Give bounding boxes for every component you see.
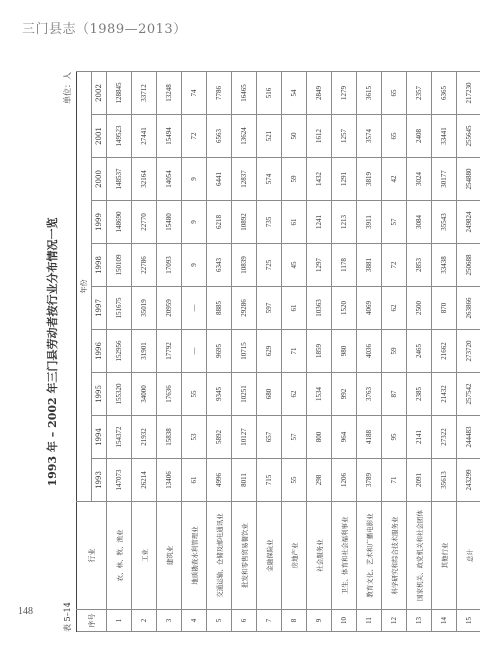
cell-value: 22770 bbox=[132, 201, 157, 244]
cell-value: 1859 bbox=[307, 330, 332, 373]
table-row bbox=[232, 72, 257, 632]
table-title: 1993 年 – 2002 年三门县劳动者按行业分布情况一览 bbox=[46, 217, 59, 487]
cell-value: 249824 bbox=[457, 201, 480, 244]
cell-value: 35613 bbox=[432, 459, 457, 502]
header-row bbox=[77, 72, 92, 632]
cell-value: 35543 bbox=[432, 201, 457, 244]
cell-value: 964 bbox=[332, 416, 357, 459]
cell-value: 13406 bbox=[157, 459, 182, 502]
cell-value: 15494 bbox=[157, 115, 182, 158]
cell-value: 2408 bbox=[407, 115, 432, 158]
cell-value: 3789 bbox=[357, 459, 382, 502]
cell-value: 21932 bbox=[132, 416, 157, 459]
cell-value: 45 bbox=[282, 244, 307, 287]
cell-value: — bbox=[182, 287, 207, 330]
cell-value: 13248 bbox=[157, 72, 182, 115]
cell-value: 13624 bbox=[232, 115, 257, 158]
table-row bbox=[332, 72, 357, 632]
table-row bbox=[457, 72, 480, 632]
cell-value: 243299 bbox=[457, 459, 480, 502]
row-index: 2 bbox=[132, 610, 157, 632]
cell-value: 574 bbox=[257, 158, 282, 201]
row-index: 7 bbox=[257, 610, 282, 632]
year-header-2000: 2000 bbox=[92, 158, 107, 201]
row-index: 6 bbox=[232, 610, 257, 632]
row-sector: 工业 bbox=[132, 502, 157, 610]
table-row bbox=[207, 72, 232, 632]
cell-value: 516 bbox=[257, 72, 282, 115]
cell-value: 2141 bbox=[407, 416, 432, 459]
cell-value: 16465 bbox=[232, 72, 257, 115]
row-index: 1 bbox=[107, 610, 132, 632]
cell-value: 1178 bbox=[332, 244, 357, 287]
cell-value: 3084 bbox=[407, 201, 432, 244]
cell-value: 4036 bbox=[357, 330, 382, 373]
cell-value: 65 bbox=[382, 115, 407, 158]
cell-value: 17792 bbox=[157, 330, 182, 373]
cell-value: 55 bbox=[282, 459, 307, 502]
cell-value: 4188 bbox=[357, 416, 382, 459]
row-sector: 金融保险业 bbox=[257, 502, 282, 610]
column-header-index: 序号 bbox=[77, 610, 107, 632]
cell-value: 33712 bbox=[132, 72, 157, 115]
cell-value: 725 bbox=[257, 244, 282, 287]
cell-value: 298 bbox=[307, 459, 332, 502]
row-index: 13 bbox=[407, 610, 432, 632]
book-title: 三门县志（1989—2013） bbox=[22, 22, 187, 37]
cell-value: 57 bbox=[282, 416, 307, 459]
table-row bbox=[157, 72, 182, 632]
cell-value: 1213 bbox=[332, 201, 357, 244]
cell-value: 597 bbox=[257, 287, 282, 330]
cell-value: 61 bbox=[282, 287, 307, 330]
cell-value: 71 bbox=[382, 459, 407, 502]
row-sector: 科学研究和综合技术服务业 bbox=[382, 502, 407, 610]
cell-value: 3819 bbox=[357, 158, 382, 201]
cell-value: 17636 bbox=[157, 373, 182, 416]
cell-value: 61 bbox=[182, 459, 207, 502]
cell-value: 33438 bbox=[432, 244, 457, 287]
cell-value: 87 bbox=[382, 373, 407, 416]
row-index: 15 bbox=[457, 610, 480, 632]
cell-value: 3615 bbox=[357, 72, 382, 115]
cell-value: 629 bbox=[257, 330, 282, 373]
cell-value: 71 bbox=[282, 330, 307, 373]
year-header-2002: 2002 bbox=[92, 72, 107, 115]
cell-value: 65 bbox=[382, 72, 407, 115]
cell-value: 735 bbox=[257, 201, 282, 244]
row-sector: 建筑业 bbox=[157, 502, 182, 610]
cell-value: 10363 bbox=[307, 287, 332, 330]
row-index: 10 bbox=[332, 610, 357, 632]
cell-value: 14054 bbox=[157, 158, 182, 201]
cell-value: 54 bbox=[282, 72, 307, 115]
table-row bbox=[107, 72, 132, 632]
cell-value: 521 bbox=[257, 115, 282, 158]
cell-value: 800 bbox=[307, 416, 332, 459]
year-header-1994: 1994 bbox=[92, 416, 107, 459]
cell-value: 244483 bbox=[457, 416, 480, 459]
cell-value: 15838 bbox=[157, 416, 182, 459]
cell-value: 72 bbox=[382, 244, 407, 287]
cell-value: 1291 bbox=[332, 158, 357, 201]
row-sector: 社会服务业 bbox=[307, 502, 332, 610]
cell-value: 57 bbox=[382, 201, 407, 244]
cell-value: 10839 bbox=[232, 244, 257, 287]
cell-value: 2849 bbox=[307, 72, 332, 115]
table-row bbox=[382, 72, 407, 632]
cell-value: 1206 bbox=[332, 459, 357, 502]
cell-value: 15480 bbox=[157, 201, 182, 244]
rotated-table-block bbox=[38, 72, 474, 632]
cell-value: 8885 bbox=[207, 287, 232, 330]
cell-value: 1297 bbox=[307, 244, 332, 287]
row-sector: 农、林、牧、渔业 bbox=[107, 502, 132, 610]
cell-value: 30177 bbox=[432, 158, 457, 201]
cell-value: 980 bbox=[332, 330, 357, 373]
cell-value: 9345 bbox=[207, 373, 232, 416]
year-header-2001: 2001 bbox=[92, 115, 107, 158]
cell-value: 21432 bbox=[432, 373, 457, 416]
cell-value: 59 bbox=[382, 330, 407, 373]
cell-value: 2500 bbox=[407, 287, 432, 330]
cell-value: 250688 bbox=[457, 244, 480, 287]
cell-value: 95 bbox=[382, 416, 407, 459]
cell-value: 680 bbox=[257, 373, 282, 416]
row-index: 5 bbox=[207, 610, 232, 632]
cell-value: 3881 bbox=[357, 244, 382, 287]
cell-value: 150109 bbox=[107, 244, 132, 287]
row-index: 3 bbox=[157, 610, 182, 632]
cell-value: — bbox=[182, 330, 207, 373]
year-header-1993: 1993 bbox=[92, 459, 107, 502]
cell-value: 4069 bbox=[357, 287, 382, 330]
cell-value: 20959 bbox=[157, 287, 182, 330]
cell-value: 257542 bbox=[457, 373, 480, 416]
cell-value: 1257 bbox=[332, 115, 357, 158]
cell-value: 3911 bbox=[357, 201, 382, 244]
cell-value: 61 bbox=[282, 201, 307, 244]
cell-value: 33441 bbox=[432, 115, 457, 158]
cell-value: 2465 bbox=[407, 330, 432, 373]
cell-value: 62 bbox=[282, 373, 307, 416]
table-label: 表 5–14 bbox=[63, 602, 72, 632]
row-index: 8 bbox=[282, 610, 307, 632]
cell-value: 657 bbox=[257, 416, 282, 459]
row-sector: 国家机关、政党机关和社会团体 bbox=[407, 502, 432, 610]
cell-value: 992 bbox=[332, 373, 357, 416]
cell-value: 5892 bbox=[207, 416, 232, 459]
cell-value: 9695 bbox=[207, 330, 232, 373]
cell-value: 2853 bbox=[407, 244, 432, 287]
cell-value: 32164 bbox=[132, 158, 157, 201]
cell-value: 22786 bbox=[132, 244, 157, 287]
cell-value: 1612 bbox=[307, 115, 332, 158]
cell-value: 55 bbox=[182, 373, 207, 416]
row-index: 9 bbox=[307, 610, 332, 632]
cell-value: 148537 bbox=[107, 158, 132, 201]
cell-value: 152956 bbox=[107, 330, 132, 373]
row-sector: 地质勘查水利管理业 bbox=[182, 502, 207, 610]
cell-value: 26214 bbox=[132, 459, 157, 502]
cell-value: 35019 bbox=[132, 287, 157, 330]
cell-value: 255645 bbox=[457, 115, 480, 158]
row-sector: 总计 bbox=[457, 502, 480, 610]
cell-value: 154372 bbox=[107, 416, 132, 459]
cell-value: 50 bbox=[282, 115, 307, 158]
cell-value: 715 bbox=[257, 459, 282, 502]
cell-value: 42 bbox=[382, 158, 407, 201]
table-row bbox=[182, 72, 207, 632]
cell-value: 59 bbox=[282, 158, 307, 201]
row-sector: 卫生、体育和社会福利事业 bbox=[332, 502, 357, 610]
unit-label: 单位：人 bbox=[63, 72, 72, 104]
table-row bbox=[282, 72, 307, 632]
cell-value: 6343 bbox=[207, 244, 232, 287]
table-caption-row bbox=[38, 72, 80, 632]
table-row bbox=[257, 72, 282, 632]
cell-value: 21662 bbox=[432, 330, 457, 373]
row-sector: 其他行业 bbox=[432, 502, 457, 610]
cell-value: 149523 bbox=[107, 115, 132, 158]
cell-value: 2385 bbox=[407, 373, 432, 416]
row-sector: 交通运输、仓储及邮电通讯业 bbox=[207, 502, 232, 610]
row-sector: 批发和零售贸易餐饮业 bbox=[232, 502, 257, 610]
cell-value: 2091 bbox=[407, 459, 432, 502]
cell-value: 8011 bbox=[232, 459, 257, 502]
cell-value: 10251 bbox=[232, 373, 257, 416]
cell-value: 10127 bbox=[232, 416, 257, 459]
column-header-year-group: 年份 bbox=[77, 72, 92, 502]
column-header-sector: 行业 bbox=[77, 502, 107, 610]
cell-value: 4996 bbox=[207, 459, 232, 502]
cell-value: 7786 bbox=[207, 72, 232, 115]
cell-value: 2357 bbox=[407, 72, 432, 115]
cell-value: 1520 bbox=[332, 287, 357, 330]
cell-value: 17093 bbox=[157, 244, 182, 287]
year-header-1997: 1997 bbox=[92, 287, 107, 330]
table-row bbox=[132, 72, 157, 632]
cell-value: 3574 bbox=[357, 115, 382, 158]
cell-value: 254880 bbox=[457, 158, 480, 201]
cell-value: 1432 bbox=[307, 158, 332, 201]
cell-value: 53 bbox=[182, 416, 207, 459]
cell-value: 34000 bbox=[132, 373, 157, 416]
cell-value: 10892 bbox=[232, 201, 257, 244]
cell-value: 3763 bbox=[357, 373, 382, 416]
row-index: 12 bbox=[382, 610, 407, 632]
table-row bbox=[407, 72, 432, 632]
page-number: 148 bbox=[18, 606, 33, 617]
cell-value: 1279 bbox=[332, 72, 357, 115]
cell-value: 6218 bbox=[207, 201, 232, 244]
cell-value: 263866 bbox=[457, 287, 480, 330]
year-header-1995: 1995 bbox=[92, 373, 107, 416]
table-row bbox=[357, 72, 382, 632]
cell-value: 72 bbox=[182, 115, 207, 158]
cell-value: 1534 bbox=[307, 373, 332, 416]
row-index: 14 bbox=[432, 610, 457, 632]
cell-value: 870 bbox=[432, 287, 457, 330]
row-sector: 房地产业 bbox=[282, 502, 307, 610]
cell-value: 273720 bbox=[457, 330, 480, 373]
cell-value: 31901 bbox=[132, 330, 157, 373]
cell-value: 9 bbox=[182, 244, 207, 287]
cell-value: 27441 bbox=[132, 115, 157, 158]
row-index: 11 bbox=[357, 610, 382, 632]
cell-value: 29286 bbox=[232, 287, 257, 330]
cell-value: 147073 bbox=[107, 459, 132, 502]
cell-value: 12837 bbox=[232, 158, 257, 201]
table-row bbox=[432, 72, 457, 632]
row-index: 4 bbox=[182, 610, 207, 632]
cell-value: 6441 bbox=[207, 158, 232, 201]
cell-value: 27322 bbox=[432, 416, 457, 459]
table-row bbox=[307, 72, 332, 632]
cell-value: 128845 bbox=[107, 72, 132, 115]
cell-value: 155320 bbox=[107, 373, 132, 416]
cell-value: 151675 bbox=[107, 287, 132, 330]
year-header-1998: 1998 bbox=[92, 244, 107, 287]
cell-value: 10715 bbox=[232, 330, 257, 373]
cell-value: 148690 bbox=[107, 201, 132, 244]
cell-value: 6563 bbox=[207, 115, 232, 158]
year-header-1999: 1999 bbox=[92, 201, 107, 244]
cell-value: 6365 bbox=[432, 72, 457, 115]
cell-value: 9 bbox=[182, 158, 207, 201]
labor-distribution-table bbox=[76, 71, 480, 632]
cell-value: 1241 bbox=[307, 201, 332, 244]
cell-value: 3024 bbox=[407, 158, 432, 201]
cell-value: 74 bbox=[182, 72, 207, 115]
cell-value: 62 bbox=[382, 287, 407, 330]
year-header-1996: 1996 bbox=[92, 330, 107, 373]
cell-value: 217230 bbox=[457, 72, 480, 115]
cell-value: 9 bbox=[182, 201, 207, 244]
table-body bbox=[107, 72, 480, 632]
row-sector: 教育文化、艺术和广播电影业 bbox=[357, 502, 382, 610]
